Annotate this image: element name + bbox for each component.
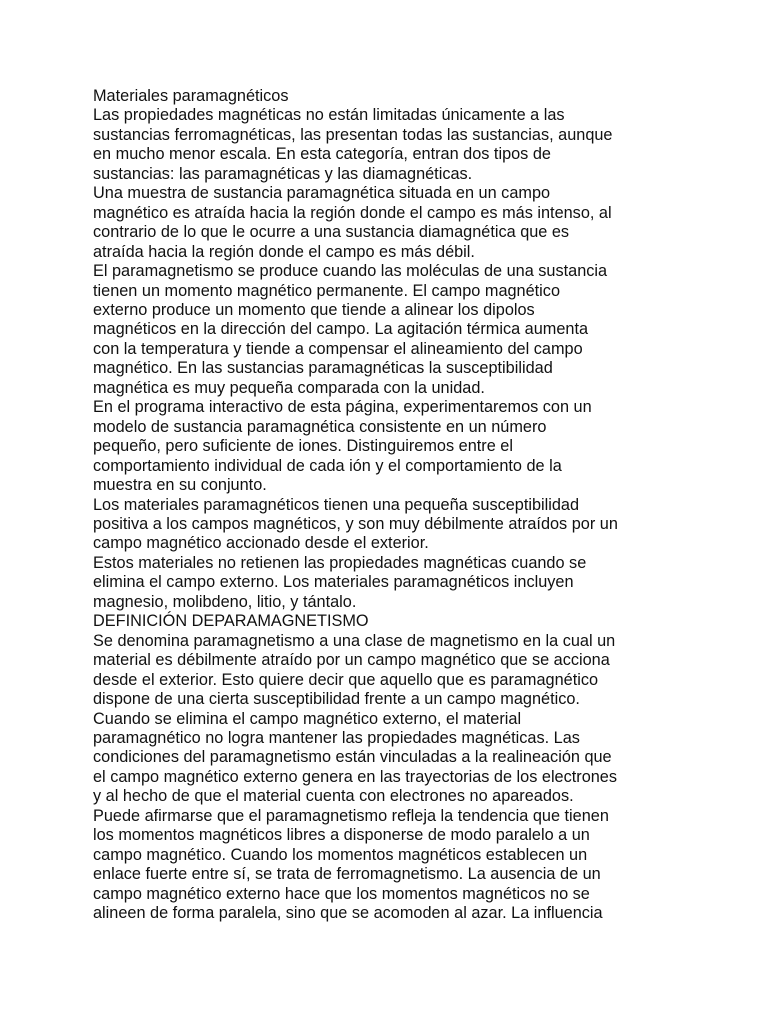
text-line: campo magnético externo hace que los momentos magnéticos no se bbox=[93, 884, 590, 903]
text-line: dispone de una cierta susceptibilidad frente a un campo magnético. bbox=[93, 690, 580, 709]
text-line: Puede afirmarse que el paramagnetismo refleja la tendencia que tienen bbox=[93, 806, 609, 825]
text-line: Estos materiales no retienen las propiedades magnéticas cuando se bbox=[93, 553, 587, 572]
text-line: muestra en su conjunto. bbox=[93, 476, 267, 495]
text-line: Cuando se elimina el campo magnético externo, el material bbox=[93, 709, 522, 728]
text-line: enlace fuerte entre sí, se trata de ferromagnetismo. La ausencia de un bbox=[93, 865, 601, 884]
text-line: pequeño, pero suficiente de iones. Distinguiremos entre el bbox=[93, 437, 513, 456]
text-line: El paramagnetismo se produce cuando las moléculas de una sustancia bbox=[93, 262, 608, 281]
text-line: externo produce un momento que tiende a alinear los dipolos bbox=[93, 300, 535, 319]
text-line: Los materiales paramagnéticos tienen una pequeña susceptibilidad bbox=[93, 495, 580, 514]
text-line: el campo magnético externo genera en las trayectorias de los electrones bbox=[93, 767, 618, 786]
text-line: magnético es atraída hacia la región donde el campo es más intenso, al bbox=[93, 203, 612, 222]
section-heading: DEFINICIÓN DEPARAMAGNETISMO bbox=[93, 612, 369, 631]
text-line: magnesio, molibdeno, litio, y tántalo. bbox=[93, 592, 357, 611]
text-line: tienen un momento magnético permanente. El campo magnético bbox=[93, 281, 560, 300]
text-line: Una muestra de sustancia paramagnética situada en un campo bbox=[93, 184, 551, 203]
text-line: magnética es muy pequeña comparada con la unidad. bbox=[93, 378, 485, 397]
text-line: campo magnético accionado desde el exterior. bbox=[93, 534, 429, 553]
text-line: y al hecho de que el material cuenta con electrones no apareados. bbox=[93, 787, 574, 806]
text-line: elimina el campo externo. Los materiales paramagnéticos incluyen bbox=[93, 573, 574, 592]
text-line: sustancias: las paramagnéticas y las diamagnéticas. bbox=[93, 164, 473, 183]
document-body-text bbox=[93, 87, 713, 923]
text-line: paramagnético no logra mantener las propiedades magnéticas. Las bbox=[93, 728, 580, 747]
text-line: magnéticos en la dirección del campo. La agitación térmica aumenta bbox=[93, 320, 589, 339]
text-line: magnético. En las sustancias paramagnéticas la susceptibilidad bbox=[93, 359, 553, 378]
text-line: campo magnético. Cuando los momentos magnéticos establecen un bbox=[93, 845, 588, 864]
text-line: Se denomina paramagnetismo a una clase de magnetismo en la cual un bbox=[93, 631, 616, 650]
text-line: comportamiento individual de cada ión y el comportamiento de la bbox=[93, 456, 562, 475]
section-title: Materiales paramagnéticos bbox=[93, 87, 289, 105]
text-line: sustancias ferromagnéticas, las presentan todas las sustancias, aunque bbox=[93, 125, 613, 144]
text-line: desde el exterior. Esto quiere decir que aquello que es paramagnético bbox=[93, 670, 599, 689]
text-line: positiva a los campos magnéticos, y son muy débilmente atraídos por un bbox=[93, 514, 618, 533]
text-line: con la temperatura y tiende a compensar el alineamiento del campo bbox=[93, 339, 583, 358]
text-line: Las propiedades magnéticas no están limitadas únicamente a las bbox=[93, 106, 565, 125]
text-line: material es débilmente atraído por un campo magnético que se acciona bbox=[93, 651, 610, 670]
text-line: en mucho menor escala. En esta categoría, entran dos tipos de bbox=[93, 145, 551, 164]
text-line: condiciones del paramagnetismo están vinculadas a la realineación que bbox=[93, 748, 612, 767]
text-line: los momentos magnéticos libres a disponerse de modo paralelo a un bbox=[93, 826, 590, 845]
text-line: modelo de sustancia paramagnética consistente en un número bbox=[93, 417, 547, 436]
text-line: En el programa interactivo de esta página, experimentaremos con un bbox=[93, 398, 592, 417]
text-line: alineen de forma paralela, sino que se acomoden al azar. La influencia bbox=[93, 904, 603, 923]
text-line: atraída hacia la región donde el campo es más débil. bbox=[93, 242, 475, 261]
text-line: contrario de lo que le ocurre a una sustancia diamagnética que es bbox=[93, 223, 570, 242]
